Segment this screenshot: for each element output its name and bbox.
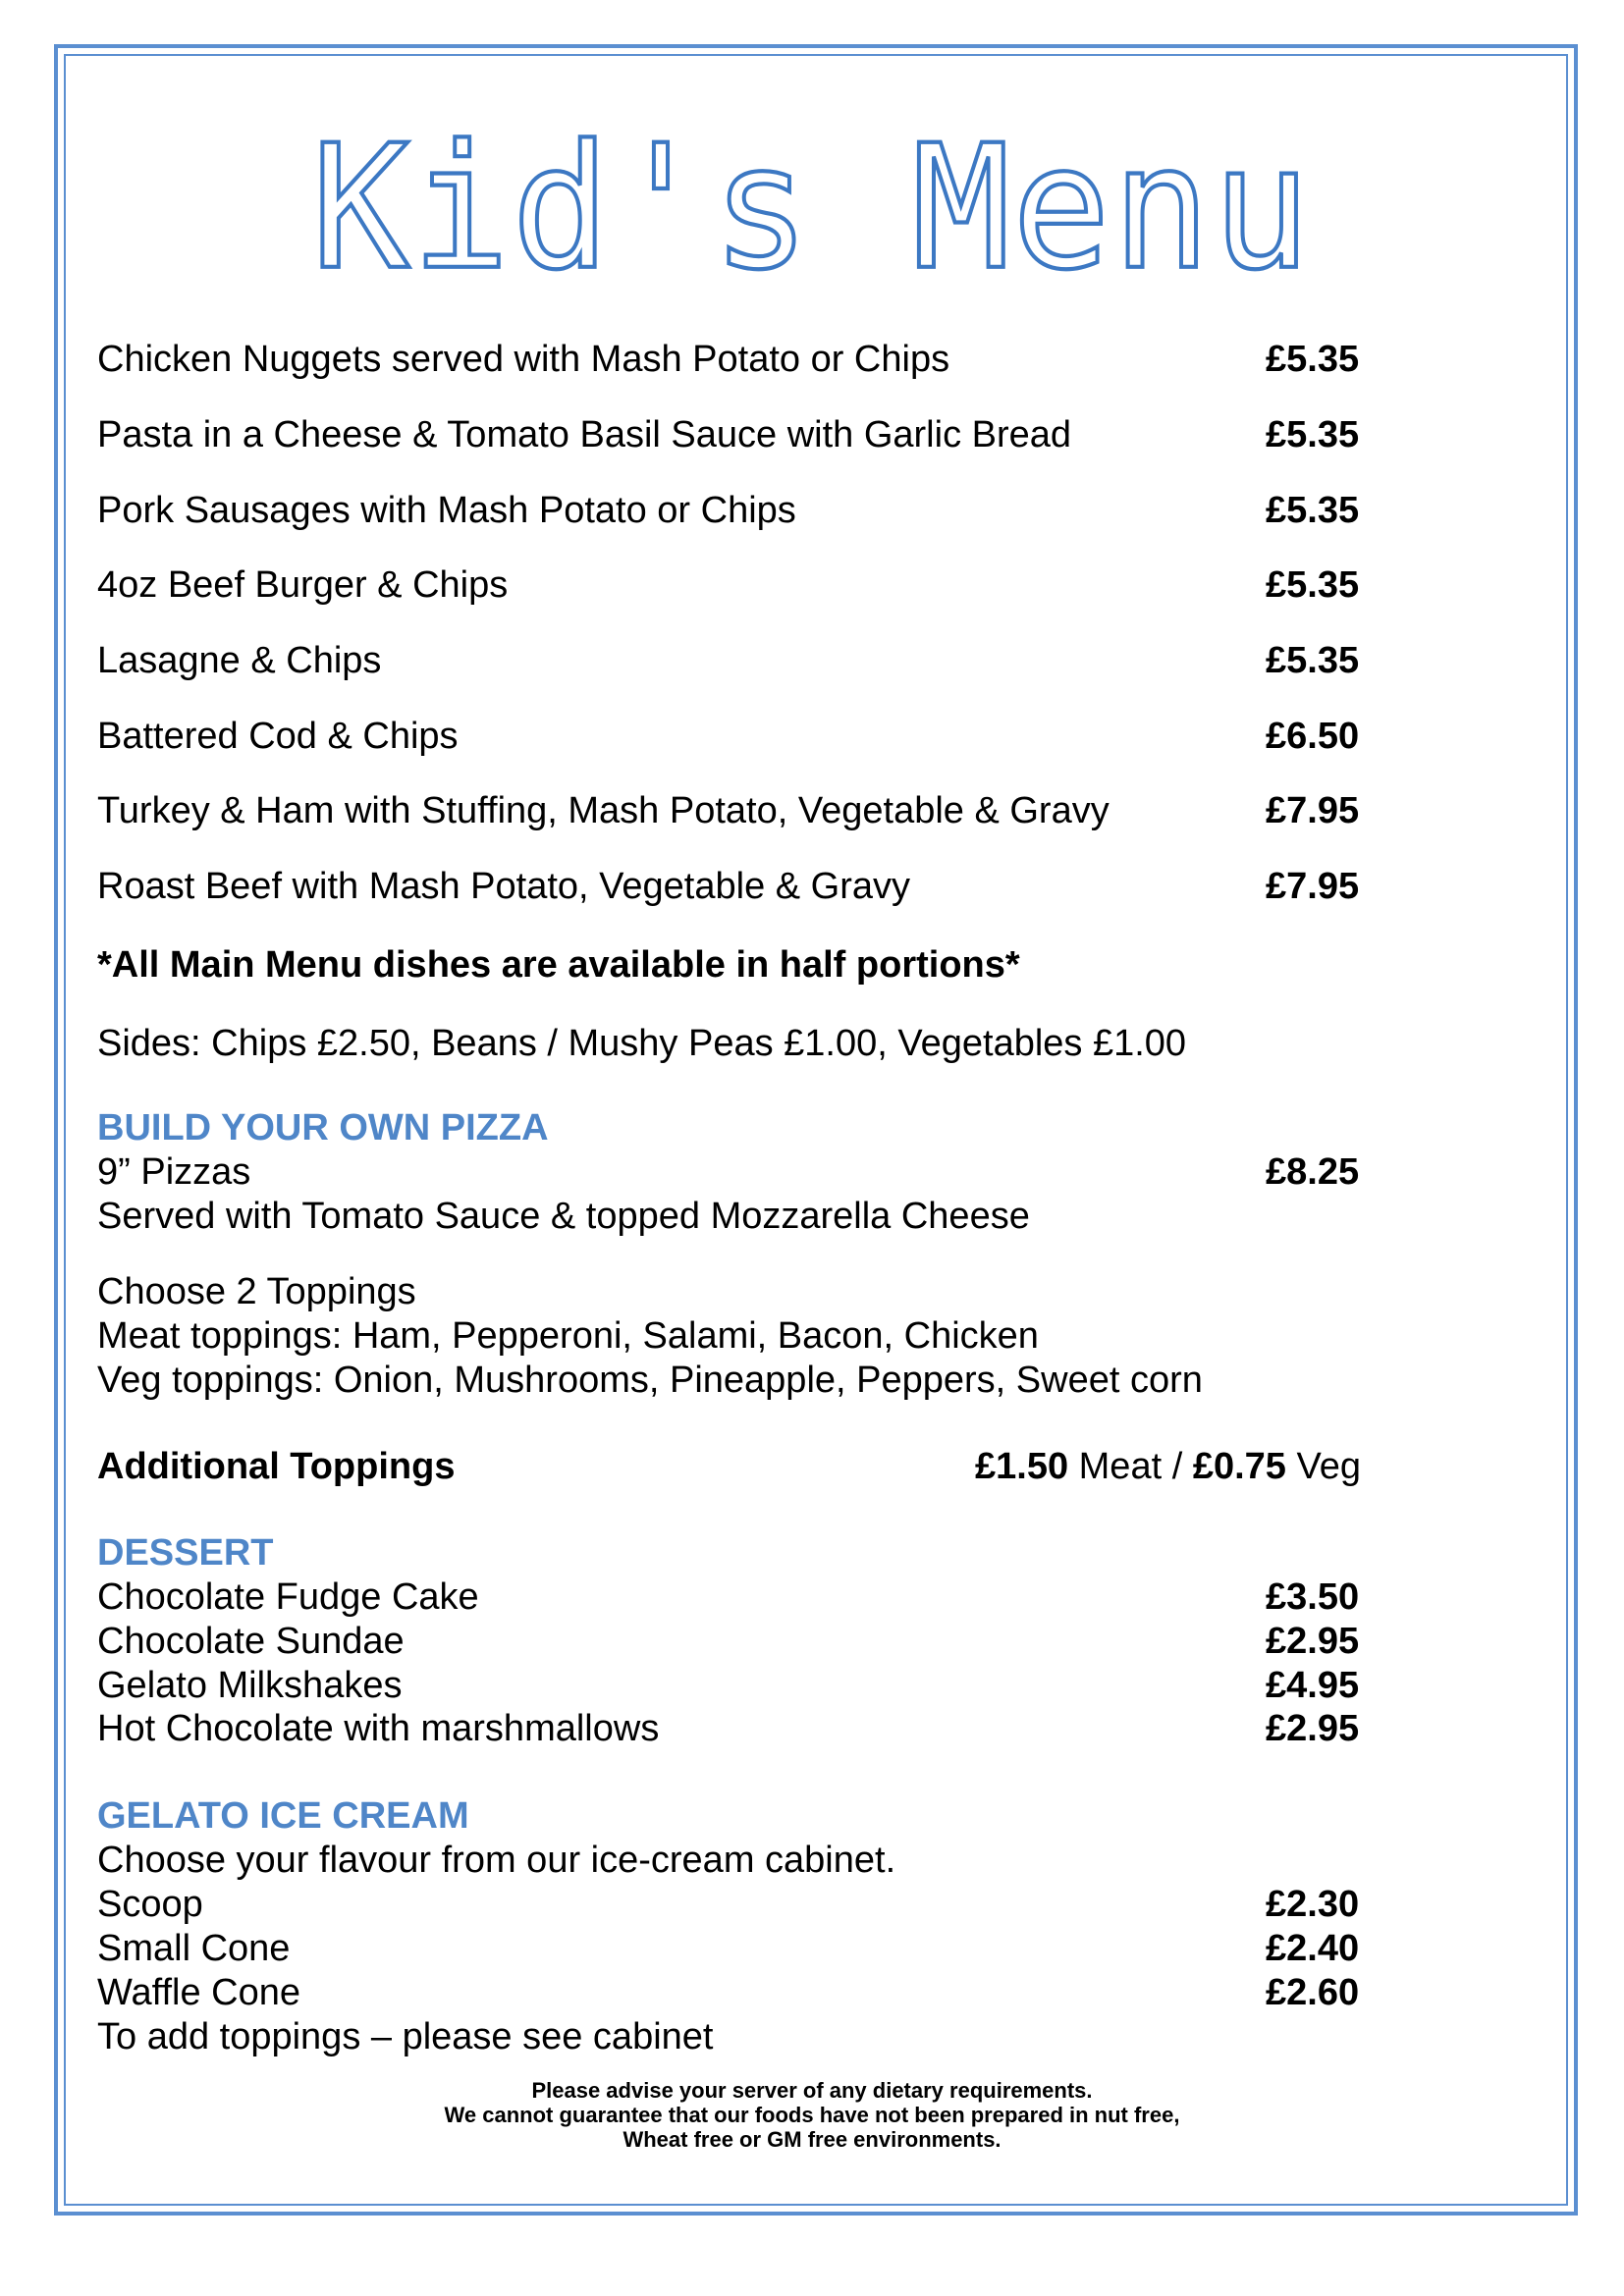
- dessert-item: [97, 1620, 1374, 1663]
- item-name: Pork Sausages with Mash Potato or Chips: [97, 490, 796, 531]
- menu-item: [97, 789, 1374, 832]
- item-price: £6.50: [1266, 716, 1360, 757]
- item-price: £4.95: [1266, 1665, 1360, 1706]
- dessert-item: [97, 1575, 1374, 1619]
- item-price: £3.50: [1266, 1576, 1360, 1618]
- item-name: Scoop: [97, 1884, 203, 1925]
- item-name: Hot Chocolate with marshmallows: [97, 1708, 660, 1749]
- item-price: £7.95: [1266, 790, 1360, 831]
- sides-line: Sides: Chips £2.50, Beans / Mushy Peas £1.00, Vegetables £1.00: [97, 1023, 1187, 1064]
- dessert-item: [97, 1707, 1374, 1750]
- additional-toppings-price: [975, 1445, 1361, 1488]
- menu-item: [97, 639, 1374, 682]
- dessert-item: [97, 1664, 1374, 1707]
- item-price: £5.35: [1266, 490, 1360, 531]
- item-price: £2.40: [1266, 1928, 1360, 1969]
- menu-title: Kid's Menu: [311, 109, 1313, 308]
- item-price: £2.60: [1266, 1972, 1360, 2013]
- item-price: £5.35: [1266, 640, 1360, 681]
- gelato-heading: GELATO ICE CREAM: [97, 1795, 469, 1837]
- additional-meat-word: Meat /: [1068, 1446, 1193, 1487]
- pizza-price: £8.25: [1266, 1151, 1360, 1193]
- item-price: £5.35: [1266, 339, 1360, 380]
- pizza-size-row: [97, 1150, 1374, 1194]
- pizza-meat-toppings: Meat toppings: Ham, Pepperoni, Salami, Bacon, Chicken: [97, 1315, 1039, 1357]
- item-name: Battered Cod & Chips: [97, 716, 459, 757]
- pizza-size-label: 9” Pizzas: [97, 1151, 251, 1193]
- menu-item: [97, 563, 1374, 607]
- gelato-intro: Choose your flavour from our ice-cream cabinet.: [97, 1840, 896, 1881]
- item-name: Turkey & Ham with Stuffing, Mash Potato, Vegetable & Gravy: [97, 790, 1110, 831]
- gelato-item: [97, 1971, 1374, 2014]
- item-name: Roast Beef with Mash Potato, Vegetable & Gravy: [97, 866, 911, 907]
- pizza-heading: BUILD YOUR OWN PIZZA: [97, 1107, 549, 1148]
- menu-item: [97, 413, 1374, 456]
- half-portion-note: *All Main Menu dishes are available in half portions*: [97, 944, 1020, 986]
- additional-toppings-label: Additional Toppings: [97, 1446, 456, 1487]
- menu-item: [97, 865, 1374, 908]
- item-name: Gelato Milkshakes: [97, 1665, 403, 1706]
- item-price: £2.95: [1266, 1708, 1360, 1749]
- item-price: £2.95: [1266, 1621, 1360, 1662]
- dietary-note-line: Wheat free or GM free environments.: [623, 2127, 1001, 2152]
- item-name: Waffle Cone: [97, 1972, 300, 2013]
- gelato-item: [97, 1927, 1374, 1970]
- gelato-item: [97, 1883, 1374, 1926]
- menu-item: [97, 338, 1374, 381]
- gelato-toppings-note: To add toppings – please see cabinet: [97, 2016, 714, 2057]
- pizza-served-with: Served with Tomato Sauce & topped Mozzarella Cheese: [97, 1196, 1030, 1237]
- pizza-veg-toppings: Veg toppings: Onion, Mushrooms, Pineapple, Peppers, Sweet corn: [97, 1360, 1203, 1401]
- item-price: £5.35: [1266, 564, 1360, 606]
- item-name: 4oz Beef Burger & Chips: [97, 564, 509, 606]
- item-name: Lasagne & Chips: [97, 640, 382, 681]
- item-name: Chocolate Sundae: [97, 1621, 405, 1662]
- item-name: Small Cone: [97, 1928, 291, 1969]
- pizza-choose-toppings: Choose 2 Toppings: [97, 1271, 416, 1312]
- dessert-heading: DESSERT: [97, 1532, 274, 1574]
- additional-veg-price: £0.75: [1192, 1446, 1286, 1487]
- menu-item: [97, 715, 1374, 758]
- item-name: Pasta in a Cheese & Tomato Basil Sauce with Garlic Bread: [97, 414, 1072, 455]
- additional-veg-word: Veg: [1285, 1446, 1361, 1487]
- item-name: Chicken Nuggets served with Mash Potato or Chips: [97, 339, 950, 380]
- menu-item: [97, 489, 1374, 532]
- item-price: £5.35: [1266, 414, 1360, 455]
- item-price: £2.30: [1266, 1884, 1360, 1925]
- additional-meat-price: £1.50: [975, 1446, 1069, 1487]
- item-price: £7.95: [1266, 866, 1360, 907]
- item-name: Chocolate Fudge Cake: [97, 1576, 479, 1618]
- dietary-note-line: We cannot guarantee that our foods have not been prepared in nut free,: [444, 2103, 1180, 2127]
- dietary-note-line: Please advise your server of any dietary requirements.: [531, 2078, 1093, 2103]
